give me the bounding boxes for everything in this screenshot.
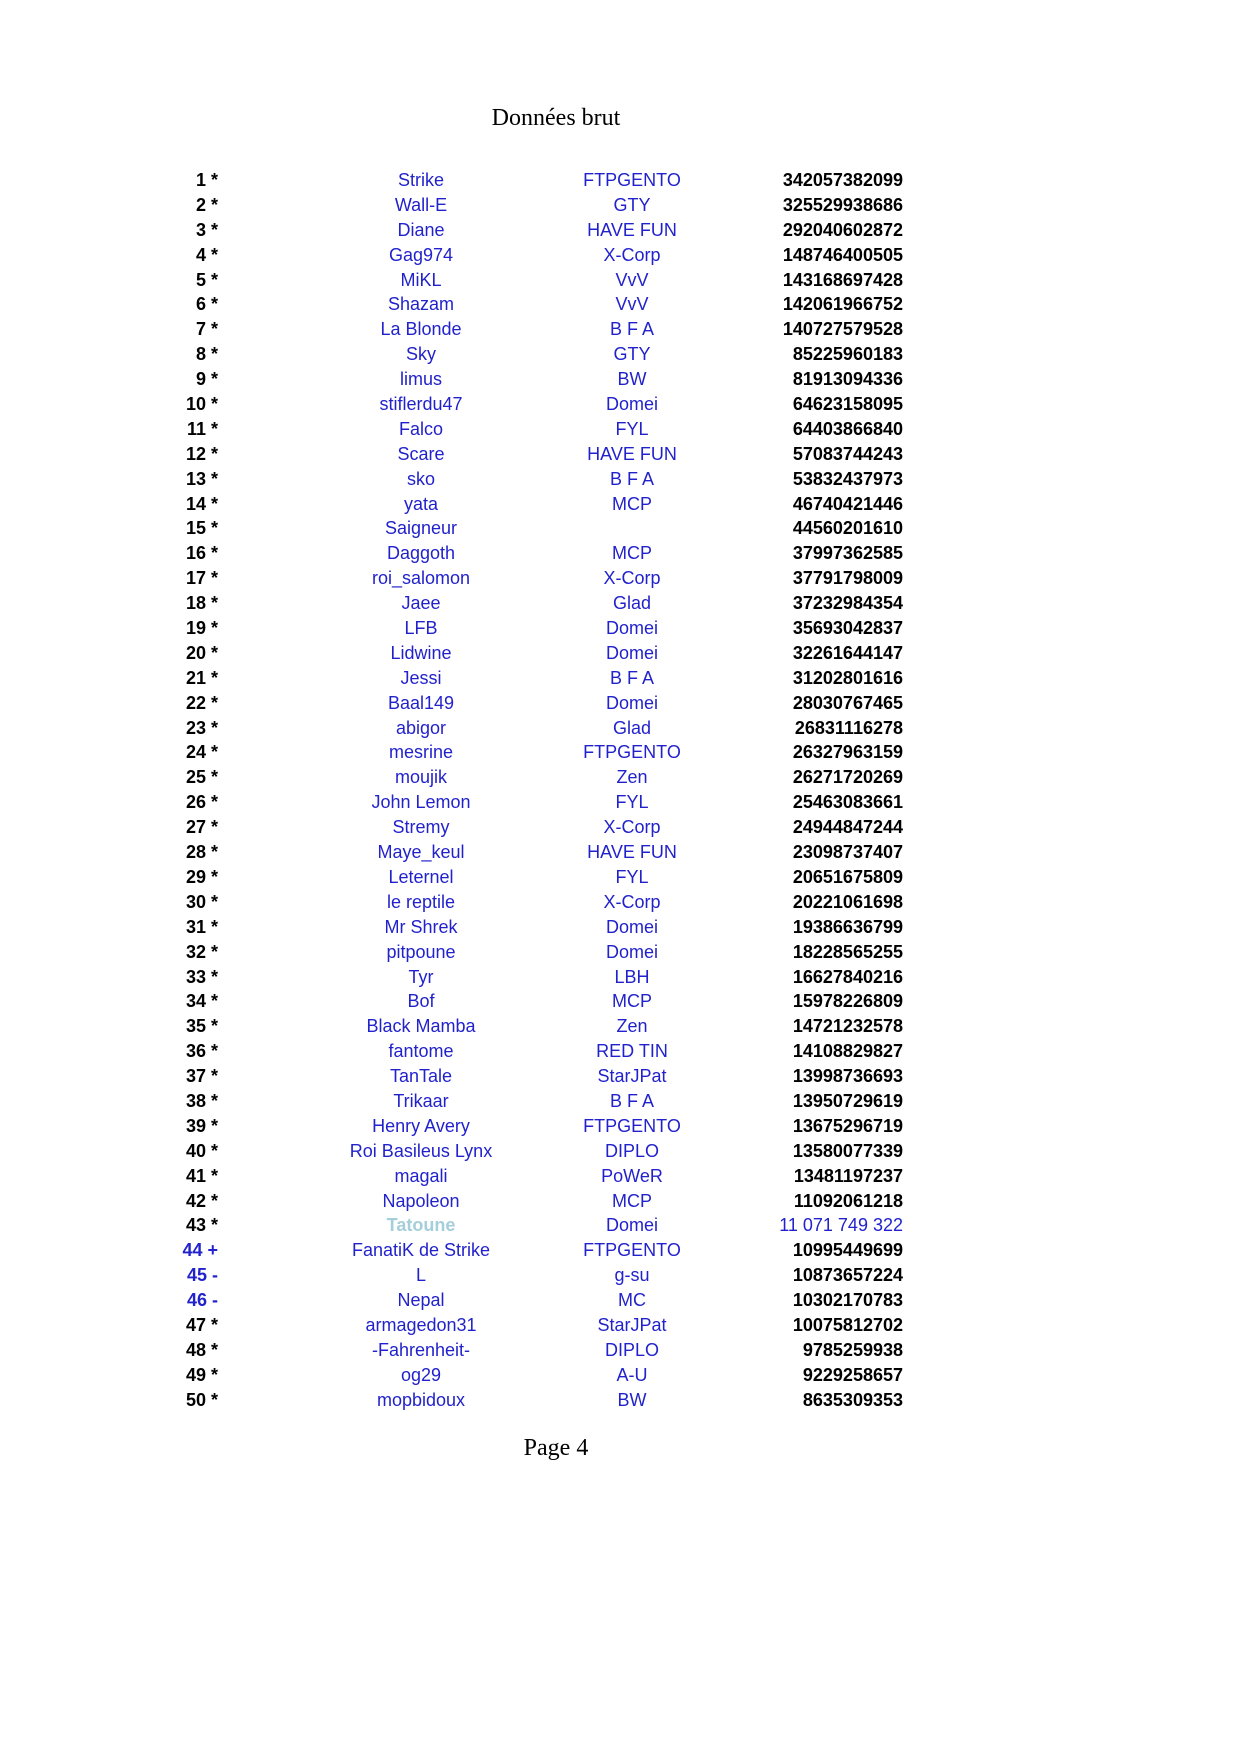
table-row xyxy=(0,566,1241,591)
clan-cell: GTY xyxy=(613,344,651,365)
player-name-cell: Bof xyxy=(407,991,435,1012)
score-cell: 342057382099 xyxy=(782,170,903,190)
player-name-cell: La Blonde xyxy=(380,319,462,340)
clan-cell: BW xyxy=(617,1389,647,1410)
clan-cell: X-Corp xyxy=(603,817,661,838)
rank-cell: 32 * xyxy=(185,941,218,962)
table-row xyxy=(0,1263,1241,1288)
table-row xyxy=(0,492,1241,517)
player-name-cell: Lidwine xyxy=(390,642,452,663)
table-row xyxy=(0,1238,1241,1263)
score-cell: 23098737407 xyxy=(792,842,903,863)
table-row xyxy=(0,1313,1241,1338)
score-cell: 13950729619 xyxy=(792,1090,903,1111)
score-cell: 26831116278 xyxy=(794,717,903,738)
player-name-cell: Trikaar xyxy=(393,1090,449,1111)
clan-cell: B F A xyxy=(609,667,655,688)
table-row xyxy=(0,765,1241,790)
player-name-cell: Saigneur xyxy=(384,518,458,539)
rank-cell: 21 * xyxy=(185,667,218,688)
table-row xyxy=(0,1189,1241,1214)
score-cell: 15978226809 xyxy=(792,991,903,1012)
player-name-cell: mopbidoux xyxy=(376,1389,466,1410)
score-cell: 81913094336 xyxy=(792,369,903,390)
clan-cell: Domei xyxy=(605,394,659,415)
score-cell: 64623158095 xyxy=(792,394,903,415)
clan-cell: HAVE FUN xyxy=(587,842,677,863)
rank-cell: 38 * xyxy=(185,1090,218,1111)
clan-cell: FTPGENTO xyxy=(583,1115,681,1136)
rank-cell: 22 * xyxy=(185,692,218,713)
table-row xyxy=(0,840,1241,865)
rank-cell: 17 * xyxy=(185,568,218,589)
clan-cell: StarJPat xyxy=(597,1066,667,1087)
score-cell: 292040602872 xyxy=(782,219,903,240)
table-row xyxy=(0,716,1241,741)
clan-cell: LBH xyxy=(614,966,650,987)
rank-cell: 12 * xyxy=(185,443,218,464)
player-name-cell: yata xyxy=(403,493,439,514)
table-row xyxy=(0,641,1241,666)
table-row xyxy=(0,342,1241,367)
clan-cell: Domei xyxy=(605,916,659,937)
player-name-cell: L xyxy=(415,1265,427,1286)
clan-cell: Zen xyxy=(616,1016,648,1037)
clan-cell: PoWeR xyxy=(601,1165,663,1186)
rank-cell: 6 * xyxy=(195,294,218,315)
player-name-cell: sko xyxy=(406,468,436,489)
table-row xyxy=(0,442,1241,467)
player-name-cell: roi_salomon xyxy=(371,568,471,589)
rank-cell: 20 * xyxy=(185,642,218,663)
player-name-cell: Henry Avery xyxy=(372,1115,470,1136)
table-row xyxy=(0,1014,1241,1039)
table-row xyxy=(0,168,1241,193)
table-row xyxy=(0,218,1241,243)
player-name-cell: -Fahrenheit- xyxy=(371,1339,471,1360)
score-cell: 26327963159 xyxy=(792,742,903,763)
player-name-cell: Nepal xyxy=(397,1290,445,1311)
clan-cell: B F A xyxy=(609,319,655,340)
score-cell: 20651675809 xyxy=(792,866,903,887)
rank-cell: 50 * xyxy=(185,1389,218,1410)
player-name-cell: Tatoune xyxy=(386,1215,456,1236)
rank-cell: 9 * xyxy=(195,369,218,390)
score-cell: 142061966752 xyxy=(782,294,903,315)
score-cell: 20221061698 xyxy=(792,891,903,912)
rank-cell: 33 * xyxy=(185,966,218,987)
player-name-cell: Strike xyxy=(397,170,445,190)
score-cell: 9785259938 xyxy=(802,1339,903,1360)
table-row xyxy=(0,1064,1241,1089)
player-name-cell: LFB xyxy=(404,618,438,639)
score-cell: 143168697428 xyxy=(782,269,903,290)
table-row xyxy=(0,1139,1241,1164)
table-row xyxy=(0,591,1241,616)
score-cell: 37997362585 xyxy=(792,543,903,564)
score-cell: 26271720269 xyxy=(792,767,903,788)
page-title: Données brut xyxy=(491,105,621,131)
rank-cell: 13 * xyxy=(185,468,218,489)
player-name-cell: Stremy xyxy=(392,817,450,838)
score-cell: 9229258657 xyxy=(802,1364,903,1385)
table-row xyxy=(0,268,1241,293)
clan-cell: FYL xyxy=(615,792,649,813)
rank-cell: 42 * xyxy=(185,1190,218,1211)
rank-cell: 26 * xyxy=(185,792,218,813)
table-row xyxy=(0,243,1241,268)
clan-cell: Domei xyxy=(605,618,659,639)
player-name-cell: Roi Basileus Lynx xyxy=(349,1140,493,1161)
clan-cell: Zen xyxy=(616,767,648,788)
rank-cell: 3 * xyxy=(195,219,218,240)
score-table xyxy=(0,168,1241,1413)
score-cell: 57083744243 xyxy=(792,443,903,464)
player-name-cell: Baal149 xyxy=(387,692,455,713)
rank-cell: 5 * xyxy=(195,269,218,290)
score-cell: 325529938686 xyxy=(782,194,903,215)
player-name-cell: John Lemon xyxy=(371,792,471,813)
score-cell: 10873657224 xyxy=(792,1265,903,1286)
clan-cell: MCP xyxy=(612,991,652,1012)
rank-cell: 35 * xyxy=(185,1016,218,1037)
score-cell: 14108829827 xyxy=(792,1041,903,1062)
table-row xyxy=(0,292,1241,317)
rank-cell: 25 * xyxy=(185,767,218,788)
table-row xyxy=(0,317,1241,342)
table-row xyxy=(0,616,1241,641)
rank-cell: 31 * xyxy=(185,916,218,937)
player-name-cell: Jessi xyxy=(400,667,442,688)
table-row xyxy=(0,1363,1241,1388)
clan-cell: BW xyxy=(617,369,647,390)
clan-cell: GTY xyxy=(613,194,651,215)
player-name-cell: og29 xyxy=(400,1364,442,1385)
score-cell: 19386636799 xyxy=(792,916,903,937)
rank-cell: 41 * xyxy=(185,1165,218,1186)
rank-cell: 37 * xyxy=(185,1066,218,1087)
player-name-cell: Wall-E xyxy=(394,194,448,215)
clan-cell: Domei xyxy=(605,941,659,962)
player-name-cell: Napoleon xyxy=(382,1190,460,1211)
table-row xyxy=(0,691,1241,716)
page-number: Page 4 xyxy=(523,1435,589,1461)
score-cell: 8635309353 xyxy=(802,1389,903,1410)
rank-cell: 27 * xyxy=(185,817,218,838)
table-row xyxy=(0,1164,1241,1189)
rank-cell: 11 * xyxy=(186,418,218,439)
player-name-cell: mesrine xyxy=(388,742,454,763)
player-name-cell: magali xyxy=(394,1165,448,1186)
rank-cell: 30 * xyxy=(185,891,218,912)
table-row xyxy=(0,467,1241,492)
rank-cell: 23 * xyxy=(185,717,218,738)
player-name-cell: moujik xyxy=(394,767,448,788)
score-cell: 11 071 749 322 xyxy=(779,1215,903,1236)
rank-cell: 16 * xyxy=(185,543,218,564)
table-row xyxy=(0,790,1241,815)
clan-cell: FYL xyxy=(615,866,649,887)
table-row xyxy=(0,516,1241,541)
player-name-cell: Black Mamba xyxy=(366,1016,476,1037)
player-name-cell: le reptile xyxy=(386,891,456,912)
table-row xyxy=(0,1288,1241,1313)
score-cell: 37791798009 xyxy=(792,568,903,589)
clan-cell: A-U xyxy=(616,1364,648,1385)
clan-cell: Domei xyxy=(605,1215,659,1236)
score-cell: 13998736693 xyxy=(792,1066,903,1087)
rank-cell: 29 * xyxy=(185,866,218,887)
score-cell: 37232984354 xyxy=(792,593,903,614)
player-name-cell: pitpoune xyxy=(386,941,456,962)
rank-cell: 43 * xyxy=(185,1215,218,1236)
clan-cell: FTPGENTO xyxy=(583,742,681,763)
clan-cell: B F A xyxy=(609,468,655,489)
rank-cell: 28 * xyxy=(185,842,218,863)
rank-cell: 24 * xyxy=(185,742,218,763)
clan-cell: MCP xyxy=(612,493,652,514)
player-name-cell: Daggoth xyxy=(386,543,456,564)
table-row xyxy=(0,865,1241,890)
clan-cell: RED TIN xyxy=(596,1041,668,1062)
score-cell: 10302170783 xyxy=(792,1290,903,1311)
clan-cell: VvV xyxy=(615,269,649,290)
player-name-cell: Tyr xyxy=(408,966,434,987)
rank-cell: 4 * xyxy=(195,244,218,265)
clan-cell: Domei xyxy=(605,692,659,713)
clan-cell: HAVE FUN xyxy=(587,443,677,464)
score-cell: 25463083661 xyxy=(792,792,903,813)
score-cell: 13580077339 xyxy=(792,1140,903,1161)
rank-cell: 2 * xyxy=(195,194,218,215)
rank-cell: 48 * xyxy=(185,1339,218,1360)
clan-cell: FTPGENTO xyxy=(583,170,681,190)
score-cell: 10995449699 xyxy=(792,1240,903,1261)
clan-cell: X-Corp xyxy=(603,568,661,589)
table-row xyxy=(0,392,1241,417)
table-row xyxy=(0,740,1241,765)
rank-cell: 14 * xyxy=(185,493,218,514)
table-row xyxy=(0,193,1241,218)
player-name-cell: Gag974 xyxy=(388,244,454,265)
clan-cell: MCP xyxy=(612,543,652,564)
table-row xyxy=(0,541,1241,566)
clan-cell: StarJPat xyxy=(597,1314,667,1335)
clan-cell: FYL xyxy=(615,418,649,439)
table-row xyxy=(0,815,1241,840)
clan-cell: MCP xyxy=(612,1190,652,1211)
rank-cell: 10 * xyxy=(185,394,218,415)
table-row xyxy=(0,915,1241,940)
rank-cell: 44 + xyxy=(182,1240,218,1261)
clan-cell: FTPGENTO xyxy=(583,1240,681,1261)
table-row xyxy=(0,417,1241,442)
player-name-cell: fantome xyxy=(388,1041,454,1062)
score-cell: 14721232578 xyxy=(792,1016,903,1037)
table-row xyxy=(0,1213,1241,1238)
table-row xyxy=(0,1338,1241,1363)
score-cell: 140727579528 xyxy=(782,319,903,340)
player-name-cell: armagedon31 xyxy=(365,1314,477,1335)
player-name-cell: Diane xyxy=(397,219,445,240)
score-cell: 16627840216 xyxy=(792,966,903,987)
rank-cell: 47 * xyxy=(185,1314,218,1335)
table-row xyxy=(0,367,1241,392)
clan-cell: X-Corp xyxy=(603,891,661,912)
score-cell: 24944847244 xyxy=(792,817,903,838)
score-cell: 10075812702 xyxy=(792,1314,903,1335)
player-name-cell: Falco xyxy=(398,418,444,439)
clan-cell: g-su xyxy=(614,1265,650,1286)
player-name-cell: abigor xyxy=(395,717,447,738)
player-name-cell: Mr Shrek xyxy=(384,916,458,937)
rank-cell: 39 * xyxy=(185,1115,218,1136)
player-name-cell: FanatiK de Strike xyxy=(351,1240,491,1261)
score-cell: 44560201610 xyxy=(792,518,903,539)
table-row xyxy=(0,940,1241,965)
table-row xyxy=(0,965,1241,990)
table-row xyxy=(0,890,1241,915)
score-cell: 85225960183 xyxy=(792,344,903,365)
player-name-cell: Leternel xyxy=(388,866,454,887)
score-cell: 46740421446 xyxy=(792,493,903,514)
score-cell: 64403866840 xyxy=(792,418,903,439)
rank-cell: 15 * xyxy=(185,518,218,539)
score-cell: 13675296719 xyxy=(792,1115,903,1136)
player-name-cell: TanTale xyxy=(389,1066,453,1087)
score-cell: 28030767465 xyxy=(792,692,903,713)
player-name-cell: Jaee xyxy=(401,593,441,614)
rank-cell: 18 * xyxy=(185,593,218,614)
rank-cell: 34 * xyxy=(185,991,218,1012)
clan-cell: VvV xyxy=(615,294,649,315)
clan-cell: Glad xyxy=(612,717,652,738)
player-name-cell: Maye_keul xyxy=(377,842,465,863)
clan-cell: HAVE FUN xyxy=(587,219,677,240)
player-name-cell: Sky xyxy=(405,344,437,365)
player-name-cell: MiKL xyxy=(400,269,442,290)
rank-cell: 19 * xyxy=(185,618,218,639)
rank-cell: 1 * xyxy=(195,170,218,190)
score-cell: 148746400505 xyxy=(782,244,903,265)
clan-cell: X-Corp xyxy=(603,244,661,265)
clan-cell: DIPLO xyxy=(604,1140,660,1161)
score-cell: 13481197237 xyxy=(793,1165,903,1186)
rank-cell: 46 - xyxy=(186,1290,218,1311)
score-cell: 32261644147 xyxy=(792,642,903,663)
clan-cell: Domei xyxy=(605,642,659,663)
rank-cell: 49 * xyxy=(185,1364,218,1385)
player-name-cell: stiflerdu47 xyxy=(379,394,463,415)
rank-cell: 40 * xyxy=(185,1140,218,1161)
score-cell: 11092061218 xyxy=(793,1190,903,1211)
table-row xyxy=(0,1089,1241,1114)
rank-cell: 36 * xyxy=(185,1041,218,1062)
clan-cell: DIPLO xyxy=(604,1339,660,1360)
table-row xyxy=(0,1039,1241,1064)
table-row xyxy=(0,1388,1241,1413)
score-cell: 18228565255 xyxy=(792,941,903,962)
table-row xyxy=(0,666,1241,691)
table-row xyxy=(0,989,1241,1014)
player-name-cell: limus xyxy=(399,369,443,390)
clan-cell: Glad xyxy=(612,593,652,614)
rank-cell: 45 - xyxy=(186,1265,218,1286)
score-cell: 35693042837 xyxy=(792,618,903,639)
clan-cell: MC xyxy=(618,1290,646,1311)
table-row xyxy=(0,1114,1241,1139)
clan-cell: B F A xyxy=(609,1090,655,1111)
player-name-cell: Shazam xyxy=(387,294,455,315)
score-cell: 31202801616 xyxy=(792,667,903,688)
score-cell: 53832437973 xyxy=(792,468,903,489)
player-name-cell: Scare xyxy=(397,443,445,464)
rank-cell: 8 * xyxy=(195,344,218,365)
rank-cell: 7 * xyxy=(195,319,218,340)
